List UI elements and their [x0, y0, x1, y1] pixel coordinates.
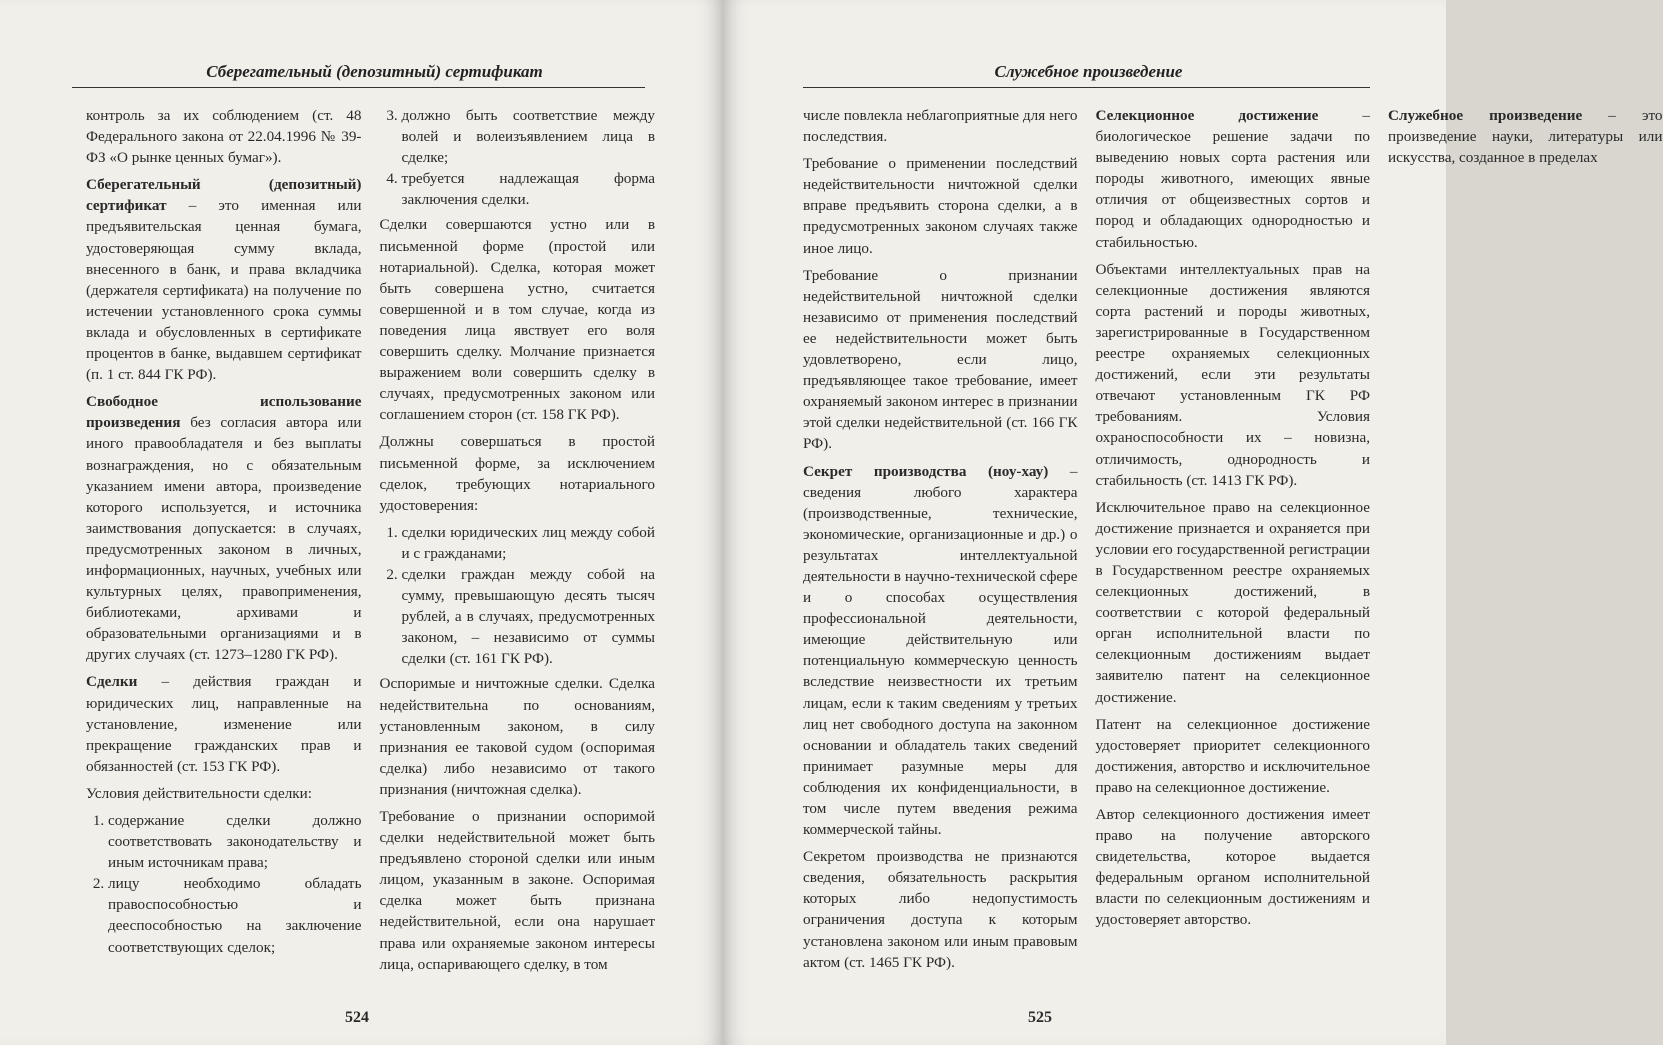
dictionary-entry [86, 391, 362, 665]
paragraph: Требование о применении последствий недействительности ничтожной сделки вправе предъявить сторона сделки, а в предусмотренных законом случаях также иное лицо. [803, 155, 1078, 257]
entry-definition: – биологическое решение задачи по выведению новых сорта растения или породы животного, имеющих явные отличия от общеизвестных сортов и пород и обладающих однородностью и стабильностью. [1095, 107, 1370, 251]
paragraph: Должны совершаться в простой письменной форме, за исключением сделок, требующих нотариального удостоверения: [379, 433, 655, 514]
paragraph: Объектами интеллектуальных прав на селекционные достижения являются сорта растений и породы животных, зарегистрированные в Государственном реестре охраняемых селекционных достижений, если эти результаты отвечают установленным ГК РФ требованиям. Условия охраноспособности их – новизна, отличимость, однородность и стабильность (ст. 1413 ГК РФ). [1095, 260, 1370, 489]
entry-term: Селекционное достижение [1095, 107, 1319, 124]
entry-definition: – это именная или предъявительская ценная бумага, удостоверяющая сумму вклада, внесенного в банк, и права вкладчика (держателя сертификата) на получение по истечении установленного срока суммы вклада и обусловленных в сертификате процентов в банке, выдавшем сертификат (п. 1 ст. 844 ГК РФ). [86, 197, 362, 384]
entry-term: Секрет производства (ноу-хау) [803, 462, 1049, 480]
header-rule [72, 87, 645, 88]
paragraph: Исключительное право на селекционное достижение признается и охраняется при условии его государственной регистрации в Государственном реестре охраняемых селекционных достижений, в соответствии с которой федеральный орган исполнительной власти по селекционным достижениям выдает заявителю патент на селекционное достижение. [1095, 498, 1370, 706]
dictionary-entry [86, 671, 362, 776]
paragraph: Сделки совершаются устно или в письменной форме (простой или нотариальной). Сделка, которая может быть совершена устно, считается совершенной и в том случае, когда из поведения лица явствует его воля совершить сделку. Молчание признается выражением воли совершить сделку в случаях, предусмотренных законом или соглашением сторон (ст. 158 ГК РФ). [379, 216, 655, 424]
list-item: 2. лицу необходимо обладать правоспособностью и дееспособностью на заключение соответствующих сделок; [108, 873, 362, 957]
dictionary-entry [803, 461, 1078, 841]
left-page [0, 0, 723, 1045]
entry-definition: без согласия автора или иного правообладателя и без выплаты вознаграждения, но с обязательным указанием имени автора, произведение которого используется, и источника заимствования допускается: в случаях, предусмотренных законом в личных, информационных, научных, учебных или культурных целях, правоприменения, библиотеками, архивами и образовательными организациями и в других случаях (ст. 1273–1280 ГК РФ). [86, 414, 362, 664]
list-item: 1. содержание сделки должно соответствовать законодательству и иным источникам права; [108, 810, 362, 873]
header-rule [803, 87, 1370, 88]
list-item: 1. сделки юридических лиц между собой и с гражданами; [402, 522, 656, 564]
right-page [723, 0, 1663, 1045]
numbered-list [380, 522, 656, 670]
paragraph: Автор селекционного достижения имеет право на получение авторского свидетельства, которое выдается федеральным органом исполнительной власти по селекционным достижениям и удостоверяет авторство. [1095, 806, 1370, 929]
list-item: 3. должно быть соответствие между волей и волеизъявлением лица в сделке; [402, 105, 656, 168]
paragraph: Оспоримые и ничтожные сделки. Сделка недействительна по основаниям, установленным законом, в силу признания ее таковой судом (оспоримая сделка) либо независимо от такого признания (ничтожная сделка). [379, 675, 655, 798]
text-columns [86, 105, 655, 975]
paragraph: Патент на селекционное достижение удостоверяет приоритет селекционного достижения, авторство и исключительное право на селекционное достижение. [1095, 715, 1370, 796]
paragraph: Требование о признании недействительной ничтожной сделки независимо от применения последствий ее недействительности может быть удовлетворено, если лицо, предъявляющее такое требование, имеет охраняемый законом интерес в признании этой сделки недействительной (ст. 166 ГК РФ). [803, 266, 1078, 453]
entry-term: Сделки [86, 673, 138, 691]
entry-term: Сберегательный (депозитный) сертификат [86, 176, 362, 215]
list-item: 4. требуется надлежащая форма заключения сделки. [402, 168, 656, 210]
page-number: 524 [345, 1009, 369, 1026]
paragraph: Требование о признании оспоримой сделки недействительной может быть предъявлено стороной сделки или иным лицом, указанным в законе. Оспоримая сделка может быть признана недействительной, если она нарушает права или охраняемые законом интересы лица, оспаривающего сделку, в том [379, 808, 655, 973]
paragraph: Условия действительности сделки: [86, 784, 312, 802]
dictionary-entry [1388, 105, 1663, 168]
paragraph: числе повлекла неблагоприятные для него последствия. [803, 107, 1078, 146]
running-head: Служебное произведение [994, 62, 1183, 81]
entry-term: Свободное использование произведения [86, 393, 362, 432]
list-item: 2. сделки граждан между собой на сумму, превышающую десять тысяч рублей, а в случаях, предусмотренных законом, – независимо от суммы сделки (ст. 161 ГК РФ). [402, 564, 656, 669]
entry-definition: – сведения любого характера (производственные, технические, экономические, организационные и др.) о результатах интеллектуальной деятельности в научно-технической сфере и о способах осуществления профессиональной деятельности, имеющие действительную или потенциальную коммерческую ценность вследствие неизвестности их третьим лицам, если к таким сведениям у третьих лиц нет свободного доступа на законном основании и обладатель таких сведений принимает разумные меры для соблюдения их конфиденциальности, в том числе путем введения режима коммерческой тайны. [803, 462, 1078, 839]
text-columns [803, 105, 1663, 975]
page-number: 525 [1028, 1009, 1052, 1026]
paragraph: Секретом производства не признаются сведения, обязательность раскрытия которых либо недопустимость ограничения доступа к которым установлена законом или иным правовым актом (ст. 1465 ГК РФ). [803, 848, 1078, 971]
running-head: Сберегательный (депозитный) сертификат [206, 62, 543, 81]
dictionary-entry [1096, 105, 1371, 253]
entry-definition: – это произведение науки, литературы или искусства, созданное в пределах [1388, 107, 1663, 167]
entry-definition: – действия граждан и юридических лиц, направленные на установление, изменение или прекращение гражданских прав и обязанностей (ст. 153 ГК РФ). [86, 673, 362, 775]
paragraph: контроль за их соблюдением (ст. 48 Федерального закона от 22.04.1996 № 39-ФЗ «О рынке ценных бумаг»). [86, 107, 362, 167]
entry-term: Служебное произведение [1388, 107, 1583, 124]
dictionary-entry [86, 174, 362, 385]
